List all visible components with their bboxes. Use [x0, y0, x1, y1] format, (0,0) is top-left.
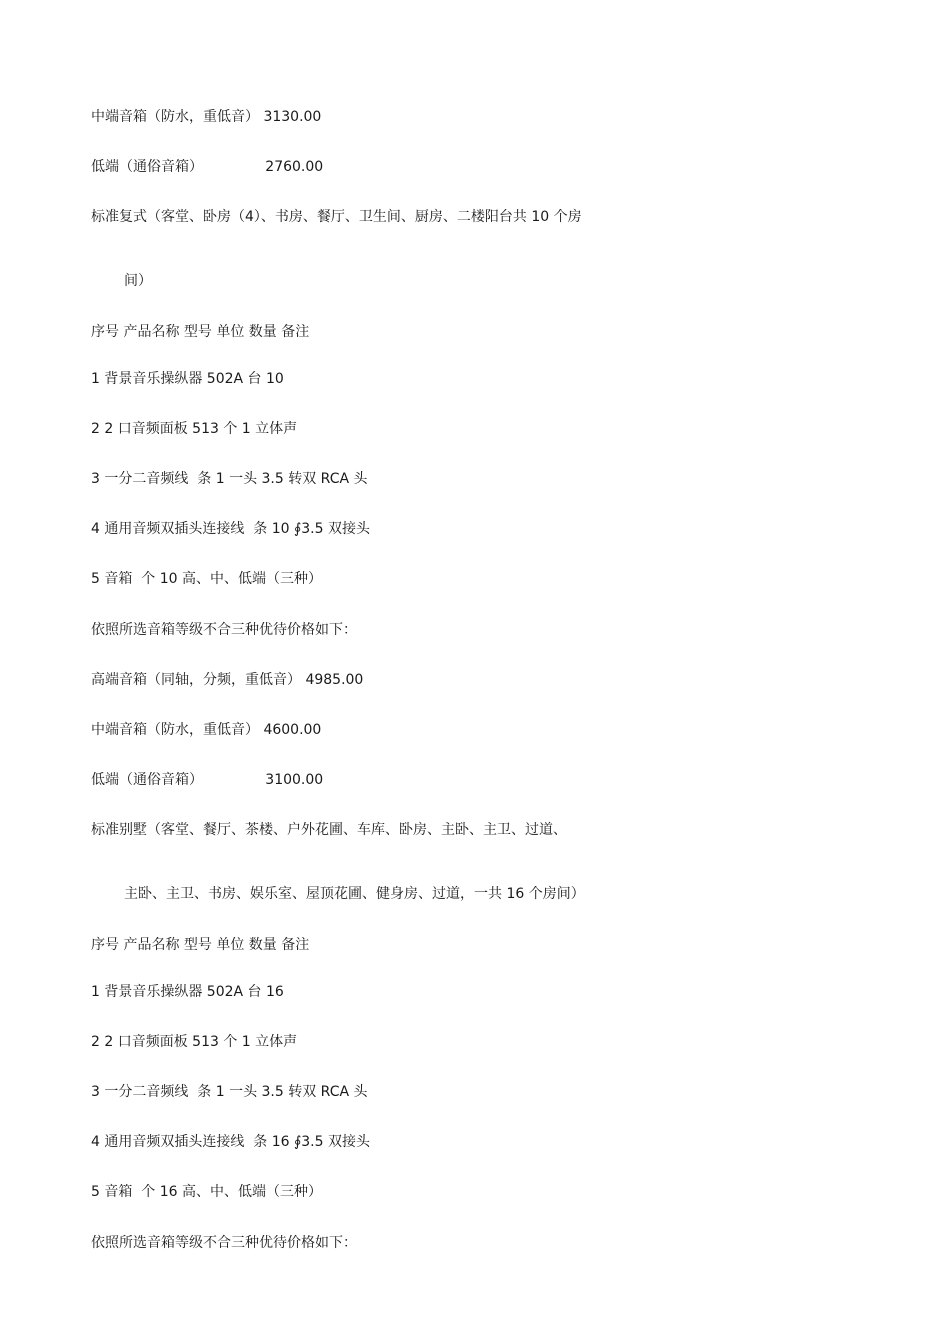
table-row: 4 通用音频双插头连接线 条 10 ∮3.5 双接头: [91, 521, 370, 537]
table-row: 5 音箱 个 16 高、中、低端（三种）: [91, 1184, 322, 1200]
section-heading-duplex: 标准复式（客堂、卧房（4）、书房、餐厅、卫生间、厨房、二楼阳台共 10 个房: [91, 209, 582, 225]
table-header: 序号 产品名称 型号 单位 数量 备注: [91, 324, 310, 340]
table-row: 1 背景音乐操纵器 502A 台 10: [91, 371, 284, 387]
table-row: 1 背景音乐操纵器 502A 台 16: [91, 984, 284, 1000]
table-row: 3 一分二音频线 条 1 一头 3.5 转双 RCA 头: [91, 1084, 368, 1100]
pricing-intro: 依照所选音箱等级不合三种优待价格如下：: [91, 622, 357, 638]
section-heading-villa: 标准别墅（客堂、餐厅、茶楼、户外花圃、车库、卧房、主卧、主卫、过道、: [91, 822, 567, 838]
table-row: 4 通用音频双插头连接线 条 16 ∮3.5 双接头: [91, 1134, 370, 1150]
pricing-intro: 依照所选音箱等级不合三种优待价格如下：: [91, 1235, 357, 1251]
section-heading-villa-continued: 主卧、主卫、书房、娱乐室、屋顶花圃、健身房、过道，一共 16 个房间）: [124, 886, 585, 902]
section-heading-duplex-continued: 间）: [124, 273, 152, 289]
table-row: 2 2 口音频面板 513 个 1 立体声: [91, 1034, 298, 1050]
price-line-low-speaker: 低端（通俗音箱） 2760.00: [91, 159, 324, 175]
table-row: 3 一分二音频线 条 1 一头 3.5 转双 RCA 头: [91, 471, 368, 487]
price-line-mid-speaker: 中端音箱（防水，重低音） 4600.00: [91, 722, 322, 738]
table-header: 序号 产品名称 型号 单位 数量 备注: [91, 937, 310, 953]
price-line-mid-speaker: 中端音箱（防水，重低音） 3130.00: [91, 109, 322, 125]
table-row: 5 音箱 个 10 高、中、低端（三种）: [91, 571, 322, 587]
table-row: 2 2 口音频面板 513 个 1 立体声: [91, 421, 298, 437]
price-line-low-speaker: 低端（通俗音箱） 3100.00: [91, 772, 324, 788]
price-line-high-speaker: 高端音箱（同轴，分频，重低音） 4985.00: [91, 672, 364, 688]
